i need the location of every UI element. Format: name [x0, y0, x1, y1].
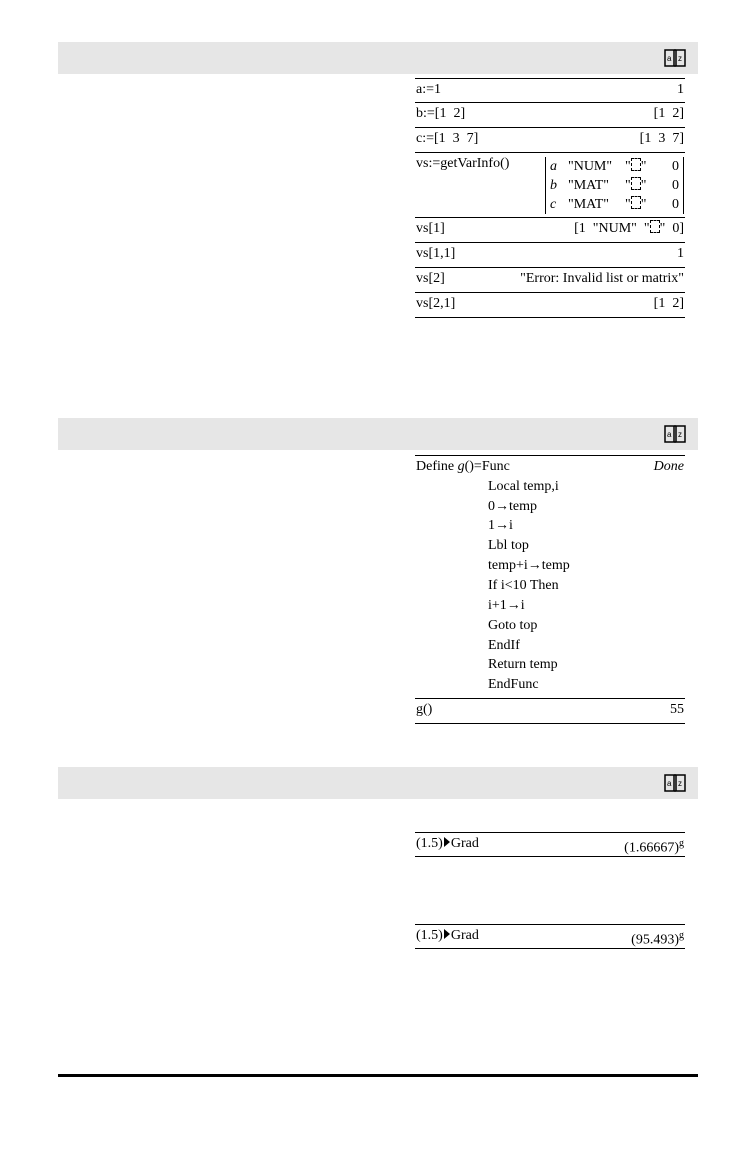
example-entries-1: [415, 78, 685, 318]
book-icon: [664, 47, 686, 69]
entry-input: c:=[1 3 7]: [416, 131, 479, 146]
var-info-matrix: [545, 157, 684, 214]
matrix-cell: 0: [672, 197, 679, 212]
entry-row: [415, 128, 685, 153]
entry-row: [415, 78, 685, 103]
function-name: g: [457, 459, 465, 474]
book-icon: [664, 772, 686, 794]
program-line: temp+i→temp: [488, 558, 570, 573]
convert-arrow-icon: [444, 837, 450, 847]
entry-result-prefix: [1 "NUM" ": [574, 221, 650, 236]
example-entries-3b: [415, 924, 685, 949]
program-line: If i<10 Then: [488, 578, 559, 593]
empty-box-icon: [631, 158, 641, 171]
program-line: EndIf: [488, 638, 520, 653]
entry-function: Grad: [450, 928, 479, 943]
define-result: Done: [653, 459, 684, 474]
entry-row: [415, 832, 685, 857]
program-line: 1→i: [488, 518, 513, 533]
matrix-row: [550, 176, 679, 195]
entry-result: 1: [677, 246, 684, 261]
entry-result: [1 2]: [653, 106, 684, 121]
entry-result-suffix: " 0]: [659, 221, 684, 236]
result-value: (1.66667): [624, 840, 679, 856]
matrix-cell: c: [550, 197, 557, 212]
matrix-cell: "MAT": [568, 178, 609, 193]
entry-row: [415, 698, 685, 724]
program-line: Lbl top: [488, 538, 529, 553]
entry-result: 1: [677, 82, 684, 97]
entry-result: "Error: Invalid list or matrix": [520, 271, 684, 286]
entry-row: [415, 218, 685, 243]
matrix-cell: 0: [672, 159, 679, 174]
entry-row: [415, 103, 685, 128]
matrix-cell: b: [550, 178, 557, 193]
entry-row: [415, 153, 685, 218]
result-value: (95.493): [631, 932, 679, 948]
program-line: 0→temp: [488, 499, 537, 514]
entry-value: (1.5): [416, 836, 443, 851]
convert-arrow-icon: [444, 929, 450, 939]
section-header-bar: [58, 418, 698, 450]
section-header-bar: [58, 767, 698, 799]
entry-function: Grad: [450, 836, 479, 851]
entry-input: vs[1,1]: [416, 246, 456, 261]
empty-box-icon: [631, 196, 641, 209]
book-icon: [664, 423, 686, 445]
program-line: Goto top: [488, 618, 538, 633]
matrix-cell: ": [625, 178, 631, 193]
svg-text:z: z: [678, 779, 682, 788]
program-line: Return temp: [488, 657, 558, 672]
empty-box-icon: [631, 177, 641, 190]
define-suffix: ()=Func: [464, 459, 510, 474]
entry-result: 55: [670, 702, 684, 717]
svg-text:a: a: [667, 430, 672, 439]
define-keyword: Define: [416, 459, 458, 474]
entry-input: vs[2,1]: [416, 296, 456, 311]
svg-text:z: z: [678, 54, 682, 63]
entry-input: vs[1]: [416, 221, 445, 236]
matrix-cell: ": [640, 178, 647, 193]
matrix-cell: "MAT": [568, 197, 609, 212]
entry-result: [631, 927, 684, 950]
entry-value: (1.5): [416, 928, 443, 943]
entry-input: g(): [416, 702, 433, 717]
matrix-cell: ": [625, 159, 631, 174]
entry-result: [1 2]: [653, 296, 684, 311]
entry-row: [415, 924, 685, 949]
svg-text:z: z: [678, 430, 682, 439]
program-line: EndFunc: [488, 677, 539, 692]
entry-row: [415, 243, 685, 268]
program-line: Local temp,i: [488, 479, 559, 494]
matrix-cell: 0: [672, 178, 679, 193]
entry-input: a:=1: [416, 82, 441, 97]
define-line: [416, 459, 510, 475]
matrix-row: [550, 195, 679, 214]
matrix-cell: "NUM": [568, 159, 613, 174]
entry-result: [624, 835, 684, 858]
section-header-bar: [58, 42, 698, 74]
entry-input: [416, 927, 479, 945]
matrix-row: [550, 157, 679, 176]
grad-superscript: g: [679, 930, 684, 941]
program-line: i+1→i: [488, 598, 525, 613]
entry-input: b:=[1 2]: [416, 106, 466, 121]
entry-row: [415, 293, 685, 318]
entry-row: [415, 268, 685, 293]
entry-input: vs:=getVarInfo(): [416, 156, 510, 171]
matrix-cell: ": [640, 197, 647, 212]
example-entries-3a: [415, 832, 685, 857]
footer-rule: [58, 1074, 698, 1077]
matrix-cell: a: [550, 159, 557, 174]
matrix-cell: ": [625, 197, 631, 212]
svg-text:a: a: [667, 54, 672, 63]
entry-input: [416, 835, 479, 853]
grad-superscript: g: [679, 838, 684, 849]
entry-result: [1 3 7]: [639, 131, 684, 146]
empty-box-icon: [650, 220, 660, 233]
entry-input: vs[2]: [416, 271, 445, 286]
svg-text:a: a: [667, 779, 672, 788]
matrix-cell: ": [640, 159, 647, 174]
entry-result: [574, 220, 684, 238]
program-listing: [415, 455, 685, 722]
